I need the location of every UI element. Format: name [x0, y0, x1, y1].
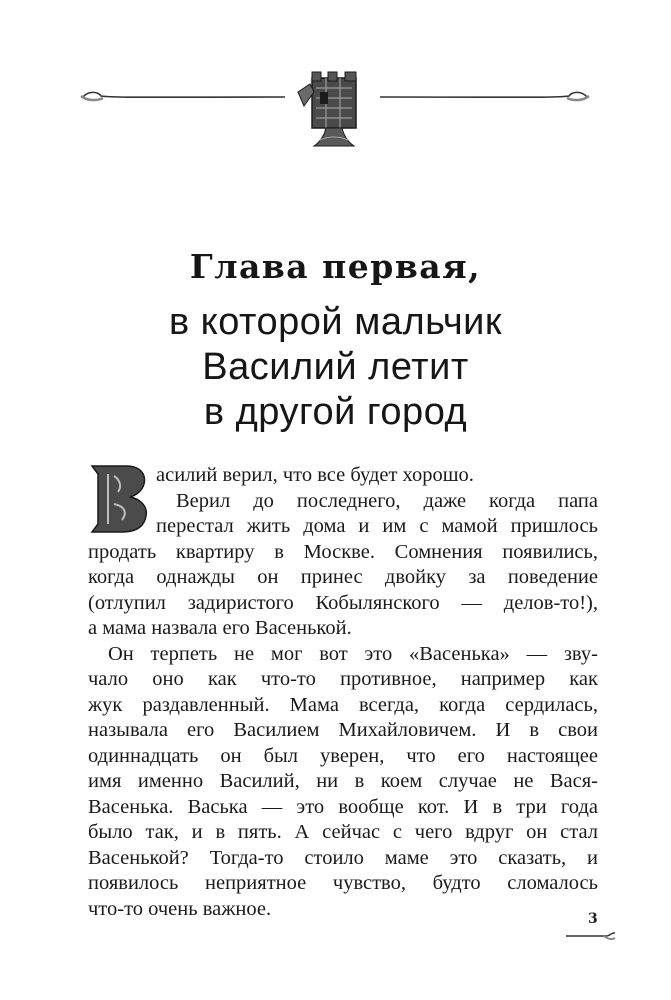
tower-ornament-icon — [298, 72, 356, 146]
text-line: Васенькой? Тогда-то стоило маме это сказать, и — [88, 846, 598, 869]
body-text — [88, 463, 598, 922]
text-line: Верил до последнего, даже когда папа — [176, 489, 598, 512]
text-line: продать квартиру в Москве. Сомнения появились, — [88, 540, 598, 563]
text-line: чало оно как что-то противное, например как — [88, 668, 598, 690]
chapter-title-line: в которой мальчик — [168, 301, 503, 343]
chapter-header-ornament — [75, 68, 595, 158]
page-number-rule — [566, 930, 616, 942]
page-number: 3 — [588, 911, 598, 927]
ornament-left-rule — [81, 92, 285, 100]
text-line: одиннадцать он был уверен, что его настоящее — [88, 744, 598, 767]
text-line: имя именно Василий, ни в коем случае не Вася- — [88, 770, 598, 792]
text-line: называла его Василием Михайловичем. И в свои — [88, 719, 598, 741]
text-line: что-то очень важное. — [88, 897, 272, 920]
text-line: (отлупил задиристого Кобылянского — делов-то!), — [88, 591, 598, 614]
chapter-title-line: Василий летит — [202, 346, 469, 388]
text-line: когда однажды он принес двойку за поведение — [88, 566, 598, 588]
text-line: а мама назвала его Васенькой. — [88, 617, 352, 639]
ornament-right-rule — [380, 92, 589, 100]
text-line: асилий верил, что все будет хорошо. — [156, 464, 474, 486]
text-line: жук раздавленный. Мама всегда, когда сердилась, — [88, 693, 598, 716]
chapter-title-line: в другой город — [203, 391, 468, 433]
text-line: перестал жить дома и им с мамой пришлось — [156, 515, 598, 537]
text-line: Васенька. Васька — это вообще кот. И в три года — [88, 795, 598, 818]
text-line: было так, и в пять. А сейчас с чего вдруг он стал — [88, 821, 598, 843]
text-line: Он терпеть не мог вот это «Васенька» — зву- — [108, 642, 598, 665]
text-line: появилось неприятное чувство, будто сломалось — [88, 872, 598, 894]
chapter-title — [0, 300, 671, 435]
chapter-label: Глава первая, — [189, 247, 482, 286]
